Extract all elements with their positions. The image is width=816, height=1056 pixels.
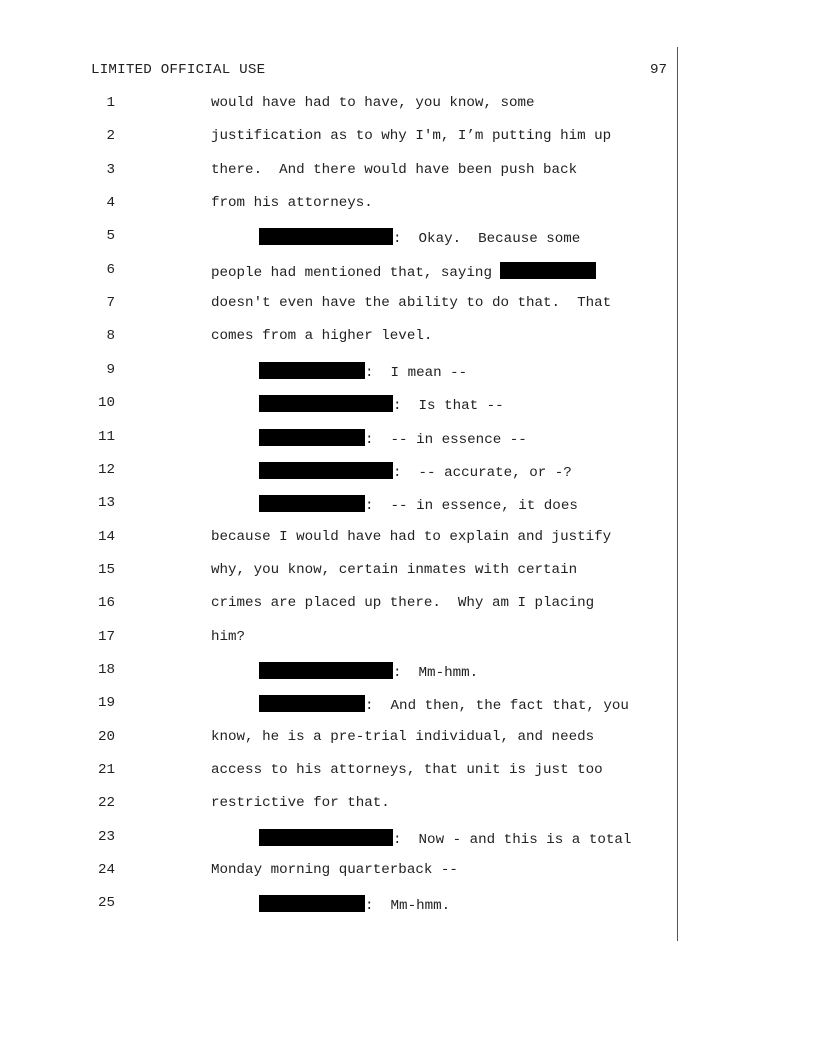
line-text <box>211 529 611 545</box>
line-text <box>211 629 245 645</box>
line-number: 12 <box>97 461 115 478</box>
line-text-segment: : Okay. Because some <box>393 231 581 248</box>
line-text <box>211 862 458 878</box>
line-text <box>259 228 580 247</box>
line-number: 9 <box>106 361 115 378</box>
line-number: 6 <box>106 261 115 278</box>
header-classification: LIMITED OFFICIAL USE <box>91 62 266 78</box>
line-number: 16 <box>97 595 115 612</box>
line-number: 22 <box>97 795 115 812</box>
line-text <box>259 662 478 681</box>
line-text <box>211 328 432 344</box>
line-text <box>211 128 611 144</box>
line-text <box>211 162 577 178</box>
line-text <box>259 395 504 414</box>
line-number: 10 <box>97 395 115 412</box>
line-number: 7 <box>106 295 115 312</box>
line-text <box>259 362 467 381</box>
line-text-segment: restrictive for that. <box>211 795 390 812</box>
line-text-segment: from his attorneys. <box>211 195 373 212</box>
page-number: 97 <box>649 62 667 78</box>
line-number: 25 <box>97 895 115 912</box>
line-text-segment: why, you know, certain inmates with certain <box>211 561 578 578</box>
line-number: 1 <box>106 95 115 111</box>
line-text-segment: him? <box>211 628 246 645</box>
line-text-segment: : -- in essence -- <box>365 431 527 448</box>
line-text <box>259 429 527 448</box>
line-text-segment: : And then, the fact that, you <box>365 698 629 715</box>
line-text-segment: : Mm-hmm. <box>393 664 479 681</box>
redaction-box <box>259 495 365 512</box>
line-text-segment: people had mentioned that, saying <box>211 264 501 281</box>
line-number: 18 <box>97 661 115 678</box>
line-text <box>211 562 577 578</box>
line-number: 15 <box>97 561 115 578</box>
line-number: 21 <box>97 762 115 778</box>
right-margin-rule <box>677 47 678 941</box>
redaction-box <box>259 429 365 446</box>
line-number: 24 <box>97 862 115 879</box>
line-text <box>211 762 603 778</box>
redaction-box <box>259 662 393 679</box>
line-text-segment: doesn't even have the ability to do that. That <box>211 295 612 312</box>
redaction-box <box>259 829 393 846</box>
line-number: 13 <box>97 495 115 512</box>
line-text-segment: justification as to why I'm, I’m putting him up <box>211 128 612 145</box>
line-text <box>259 695 629 714</box>
line-text-segment: : -- accurate, or -? <box>393 464 572 481</box>
redaction-box <box>259 895 365 912</box>
line-text-segment: : -- in essence, it does <box>365 498 578 515</box>
line-text-segment: : Mm-hmm. <box>365 898 451 915</box>
line-text-segment: Monday morning quarterback -- <box>211 862 458 879</box>
line-text-segment: because I would have had to explain and justify <box>211 528 612 545</box>
line-number: 11 <box>97 428 115 445</box>
line-text <box>211 295 611 311</box>
redaction-box <box>259 462 393 479</box>
line-text <box>211 262 596 281</box>
line-text <box>211 729 594 745</box>
line-text-segment: : Now - and this is a total <box>393 831 632 848</box>
line-text-segment: comes from a higher level. <box>211 328 433 345</box>
line-text <box>259 829 631 848</box>
redaction-box <box>259 695 365 712</box>
line-text-segment: there. And there would have been push back <box>211 161 578 178</box>
line-text-segment: access to his attorneys, that unit is just too <box>211 762 603 778</box>
redaction-box <box>259 362 365 379</box>
line-text-segment: : I mean -- <box>365 364 468 381</box>
line-number: 5 <box>106 228 115 245</box>
line-text <box>259 895 450 914</box>
line-number: 4 <box>106 195 115 212</box>
line-number: 19 <box>97 695 115 712</box>
line-text-segment: : Is that -- <box>393 398 504 415</box>
redaction-box <box>259 228 393 245</box>
line-number: 23 <box>97 828 115 845</box>
line-number: 20 <box>97 728 115 745</box>
line-text <box>211 795 390 811</box>
line-number: 2 <box>106 128 115 145</box>
line-number: 3 <box>106 161 115 178</box>
line-text-segment: know, he is a pre-trial individual, and needs <box>211 728 595 745</box>
line-text <box>259 495 578 514</box>
redaction-box <box>259 395 393 412</box>
line-text <box>211 195 373 211</box>
line-text <box>259 462 572 481</box>
line-text-segment: crimes are placed up there. Why am I placing <box>211 595 595 612</box>
line-number: 17 <box>97 628 115 645</box>
line-number: 8 <box>106 328 115 345</box>
line-number: 14 <box>97 528 115 545</box>
line-text-segment: would have had to have, you know, some <box>211 95 535 111</box>
redaction-box <box>500 262 596 279</box>
line-text <box>211 595 594 611</box>
line-text <box>211 95 535 111</box>
